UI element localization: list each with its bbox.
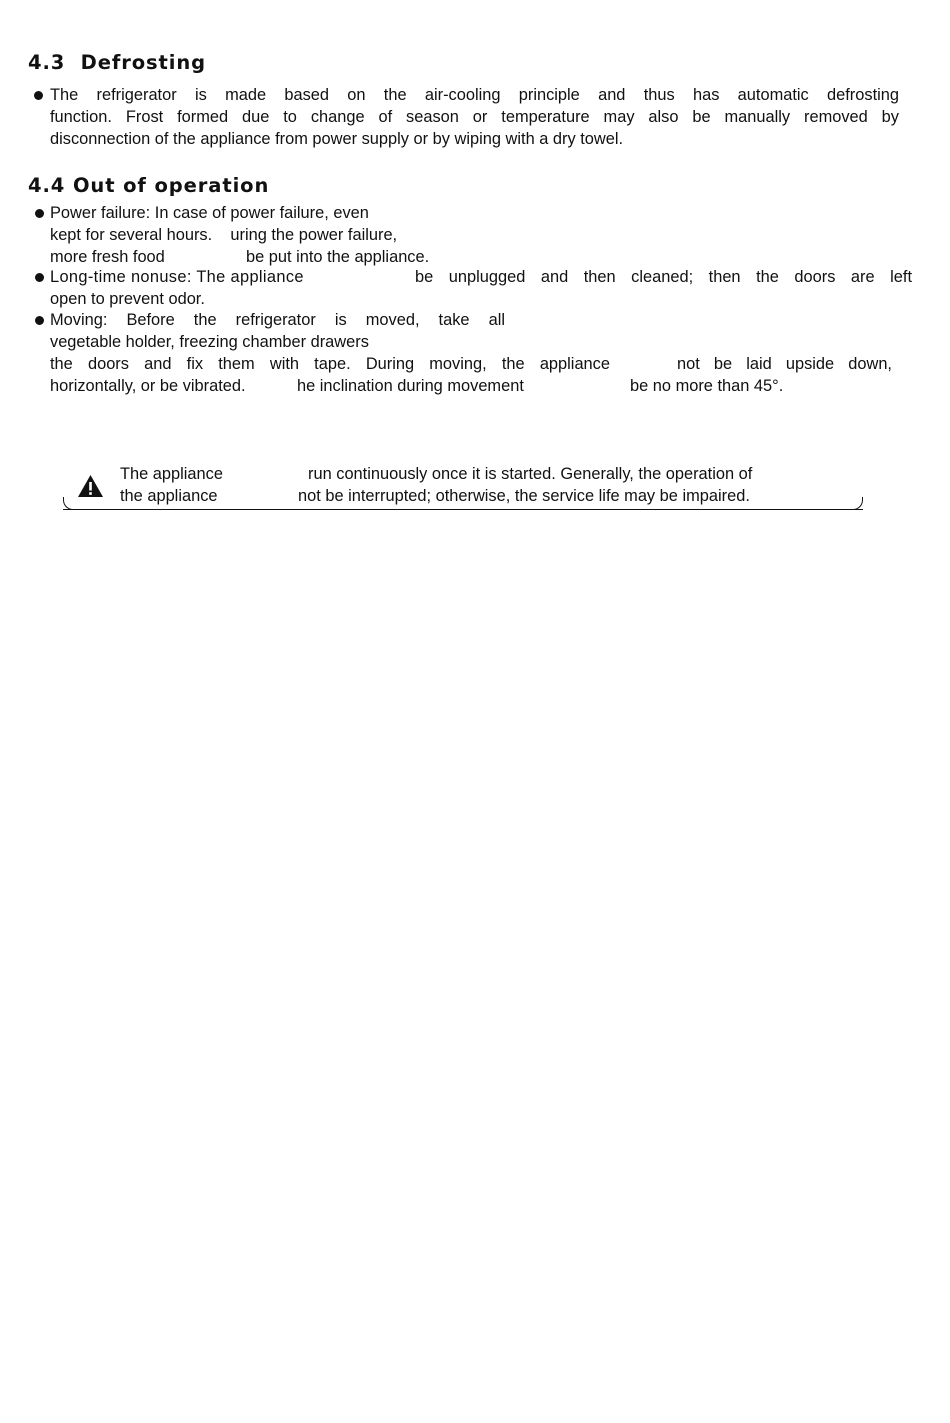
nonuse-line-2: open to prevent odor. xyxy=(50,290,205,308)
moving-line-2: vegetable holder, freezing chamber drawers xyxy=(50,333,369,351)
section-4-4-title: Out of operation xyxy=(72,174,270,197)
section-4-3-number: 4.3 xyxy=(28,51,66,74)
moving-line-4b: he inclination during movement xyxy=(297,377,524,395)
power-failure-line-2: kept for several hours. uring the power failure, xyxy=(50,226,398,244)
defrost-line-1: The refrigerator is made based on the air-cooling principle and thus has automatic defrosting xyxy=(50,86,899,104)
power-failure-line-3b: be put into the appliance. xyxy=(246,248,430,266)
notice-line-1a: The appliance xyxy=(120,465,223,483)
section-4-4-heading xyxy=(28,174,269,197)
moving-line-1: Moving: Before the refrigerator is moved, take all xyxy=(50,311,505,329)
nonuse-line-1b: be unplugged and then cleaned; then the doors are left xyxy=(415,268,912,286)
section-4-3-heading xyxy=(28,51,206,74)
bullet-icon xyxy=(35,316,44,325)
notice-line-1b: run continuously once it is started. Generally, the operation of xyxy=(308,465,753,483)
nonuse-line-1a: Long-time nonuse: The appliance xyxy=(50,268,304,286)
moving-line-3a: the doors and fix them with tape. During moving, the appliance xyxy=(50,355,610,373)
notice-line-2a: the appliance xyxy=(120,487,218,505)
warning-triangle-icon xyxy=(77,474,104,498)
section-4-4-number: 4.4 xyxy=(28,174,66,197)
bullet-icon xyxy=(34,91,43,100)
bullet-icon xyxy=(35,273,44,282)
power-failure-line-3a: more fresh food xyxy=(50,248,165,266)
moving-line-3b: not be laid upside down, xyxy=(677,355,892,373)
defrost-line-3: disconnection of the appliance from power supply or by wiping with a dry towel. xyxy=(50,130,624,148)
moving-line-4c: be no more than 45°. xyxy=(630,377,784,395)
power-failure-line-1: Power failure: In case of power failure, even xyxy=(50,204,369,222)
section-4-3-title: Defrosting xyxy=(80,51,207,74)
moving-line-4a: horizontally, or be vibrated. xyxy=(50,377,246,395)
notice-line-2b: not be interrupted; otherwise, the service life may be impaired. xyxy=(298,487,750,505)
bullet-icon xyxy=(35,209,44,218)
defrost-line-2: function. Frost formed due to change of season or temperature may also be manually removed by xyxy=(50,108,899,126)
